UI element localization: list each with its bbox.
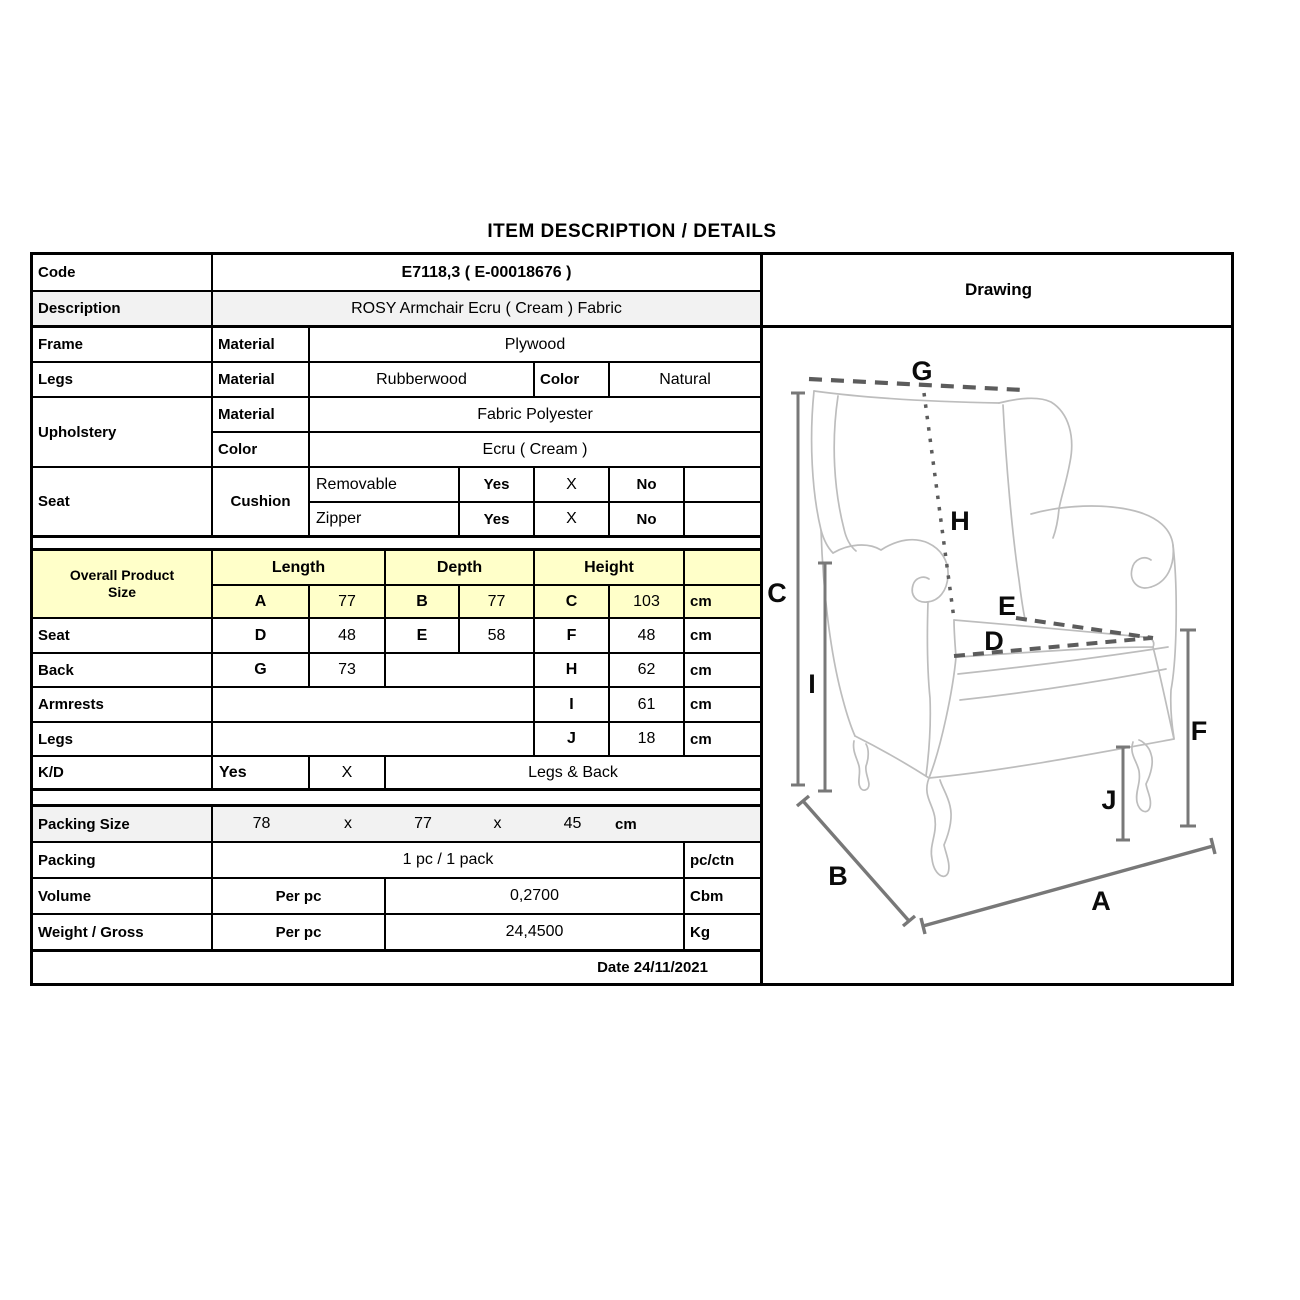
table-row-size-overall (213, 586, 760, 619)
kd-x-mark: X (310, 757, 386, 788)
table-row-packing-size (33, 807, 760, 843)
packing-size-x2: x (493, 815, 502, 832)
dim-c-value: 103 (610, 586, 685, 617)
dim-e-value: 58 (460, 619, 535, 652)
table-row-size-back (33, 654, 760, 688)
table-row-size-legs (33, 723, 760, 757)
table-row-code (33, 255, 760, 292)
dim-line-C (791, 393, 805, 785)
seat-size-label: Seat (33, 619, 213, 652)
dim-f-letter: F (535, 619, 610, 652)
volume-per-pc: Per pc (213, 879, 386, 913)
kd-yes: Yes (213, 757, 310, 788)
dim-h-value: 62 (610, 654, 685, 686)
description-value: ROSY Armchair Ecru ( Cream ) Fabric (351, 299, 622, 317)
dim-line-A (921, 838, 1215, 934)
zipper-yes: Yes (460, 503, 535, 535)
dim-i-letter: I (535, 688, 610, 721)
removable-label: Removable (310, 468, 460, 501)
zipper-label: Zipper (310, 503, 460, 535)
upholstery-material-value: Fabric Polyester (477, 405, 593, 423)
dim-j-letter: J (535, 723, 610, 755)
packing-size-height: 45 (563, 815, 582, 832)
table-row-date (33, 952, 760, 983)
dim-b-letter: B (386, 586, 460, 617)
dim-line-B (797, 796, 915, 926)
dim-g-value: 73 (310, 654, 386, 686)
page-title: ITEM DESCRIPTION / DETAILS (487, 221, 777, 242)
spec-table (33, 255, 760, 983)
armrests-size-label: Armrests (33, 688, 213, 721)
dim-c-letter: C (535, 586, 610, 617)
table-row-size-armrests (33, 688, 760, 723)
table-row-frame (33, 328, 760, 363)
drawing-label-e: E (997, 591, 1017, 621)
volume-unit: Cbm (690, 887, 724, 905)
table-row-upholstery-material (213, 398, 760, 433)
drawing-label-h: H (950, 506, 970, 536)
drawing-label-b: B (828, 861, 848, 891)
size-header-empty-cell (685, 551, 760, 584)
table-row-cushion-removable (310, 468, 760, 503)
table-row-kd (33, 757, 760, 791)
dim-line-I (818, 563, 832, 791)
drawing-label-f: F (1190, 716, 1208, 746)
dim-line-E (1016, 618, 1153, 638)
height-header: Height (535, 551, 685, 584)
back-size-label: Back (33, 654, 213, 686)
drawing-label-i: I (808, 669, 816, 699)
packing-size-unit: cm (615, 815, 637, 833)
weight-unit: Kg (690, 923, 710, 941)
legs-empty-cell (213, 723, 535, 755)
volume-label: Volume (33, 879, 213, 913)
frame-material-value: Plywood (504, 335, 566, 353)
drawing-label-a: A (1091, 886, 1111, 916)
dim-a-value: 77 (310, 586, 386, 617)
back-unit: cm (690, 661, 712, 679)
zipper-no: No (610, 503, 685, 535)
upholstery-label: Upholstery (33, 398, 213, 468)
packing-size-length: 78 (252, 815, 271, 832)
drawing-panel (760, 255, 1234, 983)
packing-size-x1: x (344, 815, 352, 832)
upholstery-color-value: Ecru ( Cream ) (482, 440, 588, 458)
table-group-seat (33, 468, 760, 538)
upholstery-material-label: Material (213, 398, 310, 431)
volume-value: 0,2700 (386, 879, 685, 913)
length-header: Length (213, 551, 386, 584)
dim-line-J (1116, 747, 1130, 840)
upholstery-color-label: Color (213, 433, 310, 466)
legs-material-value: Rubberwood (310, 363, 535, 396)
packing-size-empty (685, 807, 760, 841)
packing-value: 1 pc / 1 pack (213, 843, 685, 877)
legs-label: Legs (33, 363, 213, 396)
date-value: Date 24/11/2021 (597, 959, 708, 976)
seat-label: Seat (33, 468, 213, 538)
kd-label: K/D (33, 757, 213, 788)
depth-header: Depth (386, 551, 535, 584)
armrests-unit: cm (690, 696, 712, 713)
weight-value: 24,4500 (386, 915, 685, 949)
spacer-row (33, 538, 760, 551)
description-label: Description (33, 292, 213, 325)
dim-j-value: 18 (610, 723, 685, 755)
spacer-row (33, 791, 760, 807)
frame-label: Frame (33, 328, 213, 361)
dim-d-value: 48 (310, 619, 386, 652)
removable-empty-cell (685, 468, 760, 501)
legs-material-label: Material (213, 363, 310, 396)
spec-sheet (30, 252, 1234, 986)
legs-unit: cm (690, 730, 712, 748)
drawing-label-j: J (1101, 785, 1117, 815)
seat-unit: cm (690, 627, 712, 644)
kd-value: Legs & Back (528, 763, 618, 781)
table-row-size-dims (213, 551, 760, 586)
overall-size-label-line2: Size (107, 584, 136, 600)
armchair-drawing (763, 328, 1234, 983)
weight-per-pc: Per pc (213, 915, 386, 949)
table-row-size-seat (33, 619, 760, 654)
overall-size-label (33, 551, 213, 619)
back-empty-cell (386, 654, 535, 686)
legs-size-label: Legs (33, 723, 213, 755)
overall-size-label-line1: Overall Product (69, 567, 175, 583)
frame-material-label: Material (213, 328, 310, 361)
dim-f-value: 48 (610, 619, 685, 652)
table-row-weight (33, 915, 760, 952)
armrests-empty-cell (213, 688, 535, 721)
dim-e-letter: E (386, 619, 460, 652)
overall-unit: cm (685, 586, 760, 617)
packing-label: Packing (33, 843, 213, 877)
dim-h-letter: H (535, 654, 610, 686)
table-row-description (33, 292, 760, 328)
removable-no: No (610, 468, 685, 501)
legs-color-value: Natural (659, 370, 711, 388)
removable-yes: Yes (460, 468, 535, 501)
dim-g-letter: G (213, 654, 310, 686)
dim-b-value: 77 (460, 586, 535, 617)
zipper-empty-cell (685, 503, 760, 535)
packing-size-width: 77 (414, 815, 432, 832)
table-group-upholstery (33, 398, 760, 468)
cushion-label: Cushion (213, 468, 310, 538)
code-label: Code (33, 255, 213, 290)
drawing-label-g: G (911, 356, 933, 386)
table-row-cushion-zipper (310, 503, 760, 538)
drawing-header: Drawing (763, 255, 1234, 328)
table-row-upholstery-color (213, 433, 760, 468)
packing-unit: pc/ctn (690, 851, 735, 869)
dim-i-value: 61 (610, 688, 685, 721)
code-value: E7118,3 ( E-00018676 ) (401, 263, 572, 281)
dim-a-letter: A (213, 586, 310, 617)
drawing-label-c: C (767, 578, 787, 608)
weight-label: Weight / Gross (33, 915, 213, 949)
table-row-packing (33, 843, 760, 879)
table-row-volume (33, 879, 760, 915)
packing-size-label: Packing Size (33, 807, 213, 841)
drawing-label-d: D (984, 626, 1004, 656)
removable-x-mark: X (535, 468, 610, 501)
table-group-size-header (33, 551, 760, 619)
table-row-legs (33, 363, 760, 398)
dim-d-letter: D (213, 619, 310, 652)
dimension-lines (791, 379, 1215, 934)
legs-color-label: Color (535, 363, 610, 396)
zipper-x-mark: X (535, 503, 610, 535)
